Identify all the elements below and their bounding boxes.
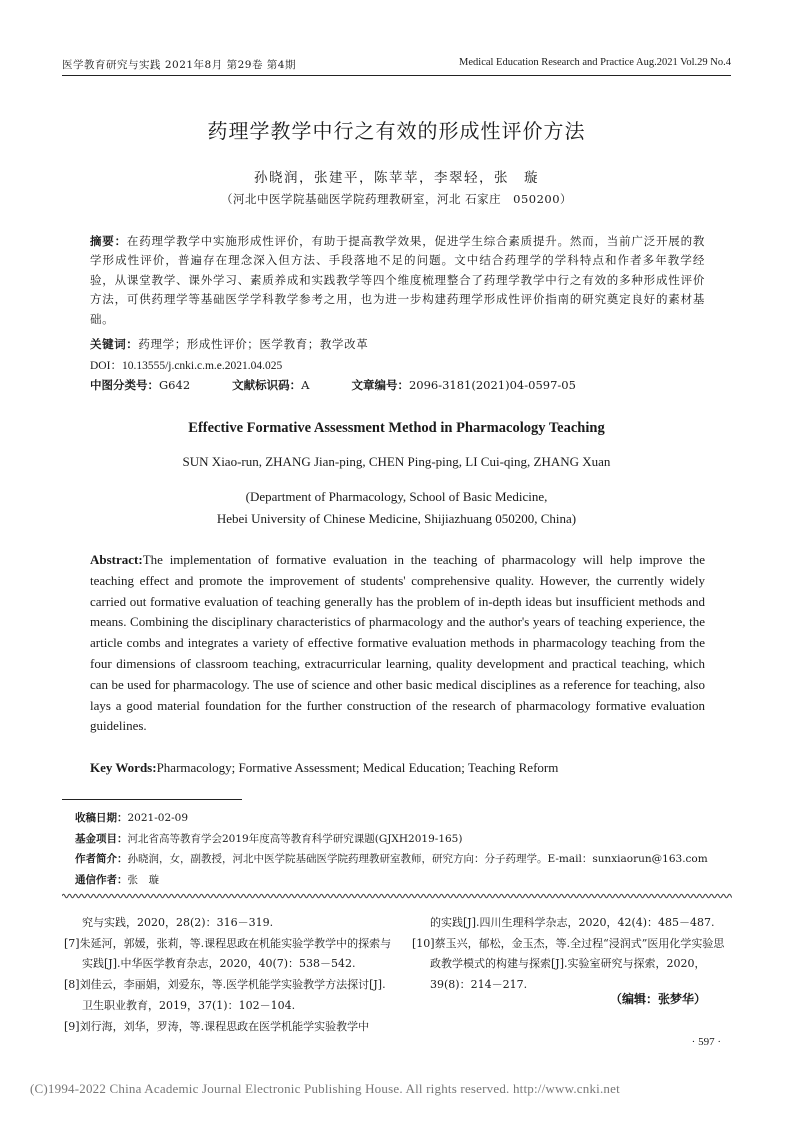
keywords-zh-text: 药理学；形成性评价；医学教育；教学改革 [138,337,369,351]
reference-item: 究与实践，2020，28(2)：316－319. [82,916,274,929]
classification-line [90,377,705,393]
footnote-rule [62,799,242,800]
header-rule [62,75,731,76]
affiliation-en-line-1: (Department of Pharmacology, School of Basic Medicine, [245,489,548,504]
affiliation-en [0,486,793,530]
running-header-zh: 医学教育研究与实践 2021年8月 第29卷 第4期 [62,59,296,71]
authors-zh: 孙晓润，张建平，陈苹苹，李翠轻，张 璇 [254,170,539,186]
keywords-zh-label: 关键词： [90,337,139,351]
footnote-label: 通信作者： [75,873,128,886]
title-en: Effective Formative Assessment Method in Pharmacology Teaching [188,420,605,436]
affiliation-zh: （河北中医学院基础医学院药理教研室，河北 石家庄 050200） [220,192,573,206]
copyright-watermark: (C)1994-2022 China Academic Journal Electronic Publishing House. All rights reserved. http://www.cnki.net [30,1081,620,1096]
title-zh: 药理学教学中行之有效的形成性评价方法 [207,119,586,143]
clc-label: 中图分类号： [90,378,159,392]
doi: DOI：10.13555/j.cnki.c.m.e.2021.04.025 [90,360,283,372]
reference-item: [8]刘佳云，李丽娟，刘爱东，等.医学机能学实验教学方法探讨[J].卫生职业教育，2019，37(1)：102－104. [64,978,386,1012]
reference-item: [10]蔡玉兴，郁松，金玉杰，等.全过程“浸润式”医用化学实验思政教学模式的构建与探索[J].实验室研究与探索，2020，39(8)：214－217. [412,936,725,992]
footnote-author-bio [75,849,725,870]
footnote-corresponding [75,870,725,891]
reference-item: [7]朱延河，郭媛，张莉，等.课程思政在机能实验学教学中的探索与实践[J].中华医学教育杂志，2020，40(7)：538－542. [64,936,392,971]
footnote-text: 河北省高等教育学会2019年度高等教育科学研究课题(GJXH2019-165) [127,832,463,845]
abstract-zh-label: 摘要： [90,234,127,248]
abstract-zh-text: 在药理学教学中实施形成性评价，有助于提高教学效果，促进学生综合素质提升。然而，当前广泛开展的教学形成性评价，普遍存在理念深入但方法、手段落地不足的问题。文中结合药理学的学科特点和作者多年教学经验，从课堂教学、课外学习、素质养成和实践教学等四个维度梳理整合了药理学教学中行之有效的多种形成性评价方法，可供药理学等基础医学学科教学参考之用，也为进一步构建药理学形成性评价指南的研究奠定良好的素材基础。 [90,234,705,326]
abstract-zh [90,232,705,329]
article-no-label: 文章编号： [351,378,409,392]
abstract-en [90,550,705,737]
doc-code-value: A [301,378,310,392]
affiliation-en-line-2: Hebei University of Chinese Medicine, Shijiazhuang 050200, China) [216,511,577,526]
footnote-funding [75,829,725,850]
keywords-en-label: Key Words: [90,760,157,775]
page-number: · 597 · [691,1036,721,1048]
footnotes [75,808,725,890]
clc-value: G642 [159,378,191,392]
keywords-en-text: Pharmacology; Formative Assessment; Medical Education; Teaching Reform [156,760,559,775]
wavy-divider [62,892,732,900]
abstract-en-label: Abstract: [90,552,143,567]
footnote-label: 收稿日期： [75,812,128,824]
footnote-label: 基金项目： [75,832,128,845]
article-no-value: 2096-3181(2021)04-0597-05 [408,378,576,392]
reference-item: 的实践[J].四川生理科学杂志，2020，42(4)：485－487. [430,916,715,929]
authors-en: SUN Xiao-run, ZHANG Jian-ping, CHEN Ping-ping, LI Cui-qing, ZHANG Xuan [182,454,611,469]
footnote-text: 张 璇 [127,873,159,886]
footnote-text: 孙晓润，女，副教授，河北中医学院基础医学院药理教研室教师，研究方向：分子药理学。E-mail：sunxiaorun@163.com [127,853,708,865]
keywords-zh [90,335,705,354]
running-header-en: Medical Education Research and Practice Aug.2021 Vol.29 No.4 [459,57,731,68]
reference-item: [9]刘行海，刘华，罗涛，等.课程思政在医学机能学实验教学中 [64,1019,370,1033]
keywords-en [90,760,558,776]
footnote-received [75,808,725,829]
footnote-text: 2021-02-09 [127,812,189,824]
references-left-column [64,913,394,1037]
footnote-label: 作者简介： [75,853,128,865]
doc-code-label: 文献标识码： [232,378,302,392]
references-right-column [412,913,734,996]
editor-note: （编辑：张梦华） [610,992,707,1006]
abstract-en-text: The implementation of formative evaluation in the teaching of pharmacology will help improve the teaching effect and promote the improvement of students' comprehensive quality. However, the currently widely carried out formative evaluation of teaching generally has the problem of in-depth ideas but insufficient methods and means. Combining the disciplinary characteristics of pharmacology and the author's years of teaching experience, the article combs and integrates a variety of effective formative evaluation methods in pharmacology teaching from the four dimensions of classroom teaching, extracurricular learning, quality development and practical teaching, which can be used for pharmacology. The use of science and other basic medical disciplines as a reference for teaching, also lays a good material foundation for the further construction of the research of pharmacology formative evaluation guidelines. [90,552,705,734]
